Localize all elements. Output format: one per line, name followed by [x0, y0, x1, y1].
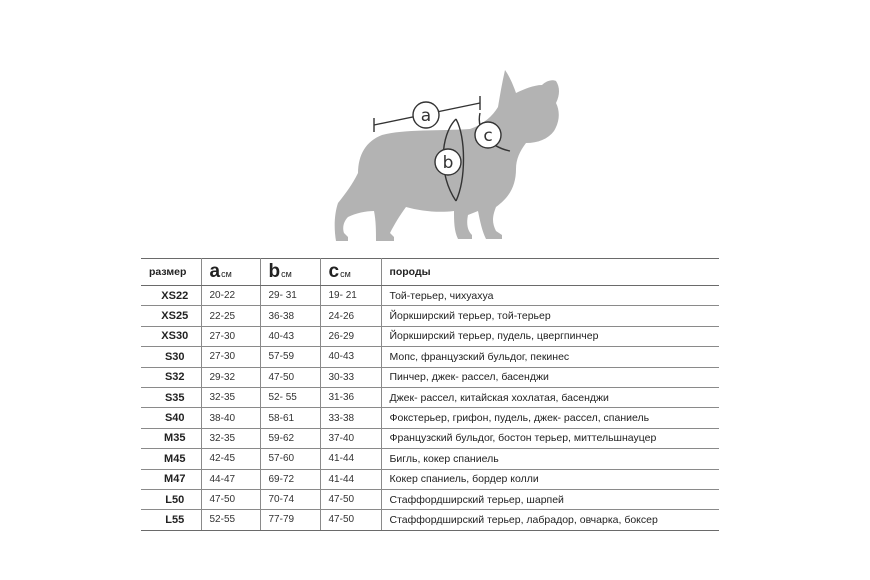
breeds-cell: Стаффордширский терьер, лабрадор, овчарка, боксер	[381, 510, 719, 530]
a-cell: 27-30	[201, 326, 260, 346]
table-row	[141, 367, 719, 387]
a-cell: 47-50	[201, 489, 260, 509]
table-row	[141, 408, 719, 428]
size-cell: M47	[141, 469, 201, 489]
table-row	[141, 449, 719, 469]
a-cell: 29-32	[201, 367, 260, 387]
header-size: размер	[141, 259, 201, 286]
b-cell: 77-79	[260, 510, 320, 530]
c-cell: 31-36	[320, 387, 381, 407]
b-cell: 57-60	[260, 449, 320, 469]
b-cell: 47-50	[260, 367, 320, 387]
a-cell: 32-35	[201, 387, 260, 407]
b-cell: 69-72	[260, 469, 320, 489]
c-cell: 37-40	[320, 428, 381, 448]
b-cell: 52- 55	[260, 387, 320, 407]
size-cell: S40	[141, 408, 201, 428]
breeds-cell: Бигль, кокер спаниель	[381, 449, 719, 469]
table-row	[141, 469, 719, 489]
c-cell: 47-50	[320, 489, 381, 509]
breeds-cell: Кокер спаниель, бордер колли	[381, 469, 719, 489]
breeds-cell: Той-терьер, чихуахуа	[381, 286, 719, 306]
size-cell: XS30	[141, 326, 201, 346]
a-cell: 32-35	[201, 428, 260, 448]
table-row	[141, 306, 719, 326]
breeds-cell: Джек- рассел, китайская хохлатая, басенджи	[381, 387, 719, 407]
c-cell: 47-50	[320, 510, 381, 530]
b-cell: 59-62	[260, 428, 320, 448]
table-row	[141, 489, 719, 509]
header-c: cсм	[320, 259, 381, 286]
a-cell: 52-55	[201, 510, 260, 530]
a-cell: 27-30	[201, 347, 260, 367]
b-cell: 58-61	[260, 408, 320, 428]
size-cell: XS22	[141, 286, 201, 306]
a-cell: 20-22	[201, 286, 260, 306]
b-cell: 70-74	[260, 489, 320, 509]
dog-measurement-diagram	[320, 55, 580, 250]
b-cell: 40-43	[260, 326, 320, 346]
table-row	[141, 326, 719, 346]
breeds-cell: Йоркширский терьер, пудель, цвергпинчер	[381, 326, 719, 346]
breeds-cell: Мопс, французский бульдог, пекинес	[381, 347, 719, 367]
a-cell: 22-25	[201, 306, 260, 326]
breeds-cell: Французский бульдог, бостон терьер, миттельшнауцер	[381, 428, 719, 448]
c-cell: 41-44	[320, 469, 381, 489]
c-cell: 41-44	[320, 449, 381, 469]
header-a: aсм	[201, 259, 260, 286]
table-row	[141, 428, 719, 448]
size-cell: M45	[141, 449, 201, 469]
a-cell: 38-40	[201, 408, 260, 428]
c-cell: 40-43	[320, 347, 381, 367]
c-cell: 26-29	[320, 326, 381, 346]
b-cell: 36-38	[260, 306, 320, 326]
table-row	[141, 347, 719, 367]
c-cell: 30-33	[320, 367, 381, 387]
breeds-cell: Стаффордширский терьер, шарпей	[381, 489, 719, 509]
size-cell: S35	[141, 387, 201, 407]
breeds-cell: Фокстерьер, грифон, пудель, джек- рассел, спаниель	[381, 408, 719, 428]
c-cell: 19- 21	[320, 286, 381, 306]
size-cell: L50	[141, 489, 201, 509]
a-cell: 44-47	[201, 469, 260, 489]
measure-a-label: a	[420, 106, 432, 126]
b-cell: 57-59	[260, 347, 320, 367]
size-cell: S32	[141, 367, 201, 387]
size-cell: XS25	[141, 306, 201, 326]
size-cell: L55	[141, 510, 201, 530]
measure-b-label: b	[442, 153, 454, 173]
breeds-cell: Йоркширский терьер, той-терьер	[381, 306, 719, 326]
table-row	[141, 510, 719, 530]
dog-illustration	[320, 55, 580, 250]
size-cell: M35	[141, 428, 201, 448]
header-breeds: породы	[381, 259, 719, 286]
table-row	[141, 387, 719, 407]
measure-c-label: c	[483, 126, 493, 146]
table-header-row	[141, 259, 719, 286]
b-cell: 29- 31	[260, 286, 320, 306]
breeds-cell: Пинчер, джек- рассел, басенджи	[381, 367, 719, 387]
size-cell: S30	[141, 347, 201, 367]
header-b: bсм	[260, 259, 320, 286]
a-cell: 42-45	[201, 449, 260, 469]
c-cell: 24-26	[320, 306, 381, 326]
size-chart-table	[141, 258, 719, 531]
c-cell: 33-38	[320, 408, 381, 428]
table-row	[141, 286, 719, 306]
